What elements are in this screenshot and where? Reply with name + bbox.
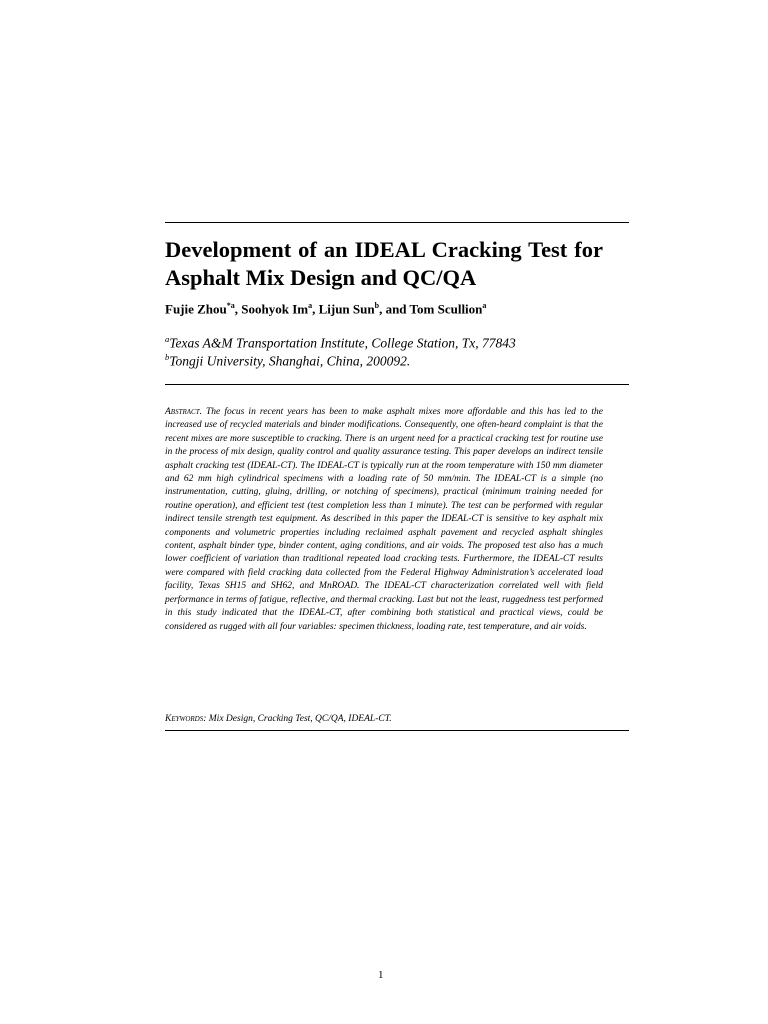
paper-title: Development of an IDEAL Cracking Test for Asphalt Mix Design and QC/QA <box>165 237 603 290</box>
author-separator: , and <box>379 301 410 317</box>
page-number: 1 <box>378 969 384 981</box>
author-affiliation-mark: *a <box>226 301 235 310</box>
affiliation-line <box>165 334 625 352</box>
abstract-paragraph <box>165 406 603 634</box>
keywords-label: Keywords <box>165 714 204 724</box>
author-separator: , <box>234 301 242 317</box>
author-name: Tom Scullion <box>409 301 483 317</box>
abstract-label: Abstract <box>165 407 200 417</box>
affiliation-text: Texas A&M Transportation Institute, College Station, Tx, 77843 <box>169 335 516 351</box>
header-bottom-rule <box>165 384 629 385</box>
keywords-text: : Mix Design, Cracking Test, QC/QA, IDEAL-CT. <box>203 714 392 724</box>
author-name: Soohyok Im <box>241 301 309 317</box>
author-affiliation-mark: b <box>374 301 380 310</box>
author-affiliation-mark: a <box>308 301 313 310</box>
top-rule <box>165 222 629 223</box>
affiliation-line <box>165 352 625 370</box>
affiliation-text: Tongji University, Shanghai, China, 200092. <box>169 353 411 369</box>
abstract-text: . The focus in recent years has been to make asphalt mixes more affordable and this has led to the increased use of recycled materials and binder modifications. Consequently, one often-heard complaint is that the recent mixes are more susceptible to cracking. There is an urgent need for a practical cracking test for routine use in the process of mix design, quality control and quality assurance testing. This paper develops an indirect tensile asphalt cracking test (IDEAL-CT). The IDEAL-CT is typically run at the room temperature with 150 mm diameter and 62 mm high cylindrical specimens with a loading rate of 50 mm/min. The IDEAL-CT is a simple (no instrumentation, cutting, gluing, drilling, or notching of specimens), practical (minimum training needed for routine operation), and efficient test (test completion less than 1 minute). The test can be performed with regular indirect tensile strength test equipment. As described in this paper the IDEAL-CT is sensitive to key asphalt mix components and volumetric properties including reclaimed asphalt pavement and recycled asphalt shingles content, asphalt binder type, binder content, aging conditions, and air voids. The proposed test also has a much lower coefficient of variation than traditional repeated load cracking tests. Furthermore, the IDEAL-CT results were compared with field cracking data collected from the Federal Highway Administration’s accelerated load facility, Texas SH15 and SH62, and MnROAD. The IDEAL-CT characterization correlated well with field performance in terms of fatigue, reflective, and thermal cracking. Last but not the least, ruggedness test performed in this study indicated that the IDEAL-CT, after combining both statistical and practical views, could be considered as rugged with all four variables: specimen thickness, loading rate, test temperature, and air voids. <box>165 407 603 632</box>
affiliation-mark: b <box>165 352 170 362</box>
author-name: Lijun Sun <box>318 301 375 317</box>
affiliation-mark: a <box>165 334 170 344</box>
author-name: Fujie Zhou <box>165 301 227 317</box>
author-separator: , <box>312 301 319 317</box>
author-list <box>165 301 625 317</box>
keywords-rule <box>165 730 629 731</box>
author-affiliation-mark: a <box>482 301 487 310</box>
keywords-line <box>165 714 603 724</box>
